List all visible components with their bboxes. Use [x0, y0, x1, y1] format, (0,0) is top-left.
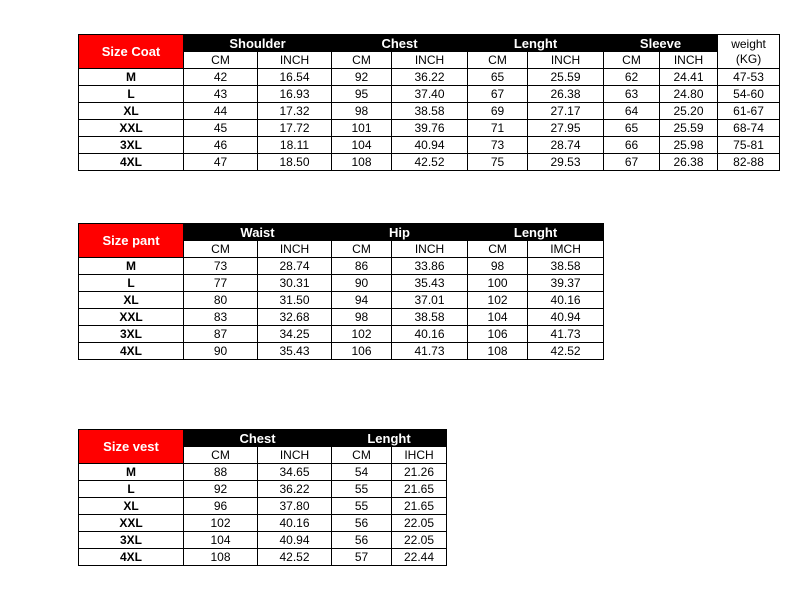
size-label: L	[79, 481, 184, 498]
unit-header: CM	[468, 52, 528, 69]
unit-header: INCH	[258, 447, 332, 464]
size-label: M	[79, 258, 184, 275]
table-cell: 33.86	[392, 258, 468, 275]
table-cell: 37.40	[392, 86, 468, 103]
table-cell: 22.05	[392, 532, 447, 549]
weight-cell: 47-53	[718, 69, 780, 86]
table-cell: 40.94	[528, 309, 604, 326]
table-cell: 67	[468, 86, 528, 103]
table-cell: 64	[604, 103, 660, 120]
size-label: M	[79, 464, 184, 481]
table-cell: 108	[184, 549, 258, 566]
table-cell: 98	[468, 258, 528, 275]
table-cell: 104	[468, 309, 528, 326]
size-label: L	[79, 86, 184, 103]
table-cell: 42	[184, 69, 258, 86]
table-row	[79, 275, 604, 292]
table-cell: 104	[332, 137, 392, 154]
size-label: XXL	[79, 120, 184, 137]
table-cell: 56	[332, 515, 392, 532]
vest-header-row	[79, 430, 447, 447]
size-label: 4XL	[79, 154, 184, 171]
size-label: 3XL	[79, 326, 184, 343]
table-row	[79, 258, 604, 275]
unit-header: CM	[604, 52, 660, 69]
table-cell: 86	[332, 258, 392, 275]
size-label: 3XL	[79, 532, 184, 549]
table-cell: 90	[332, 275, 392, 292]
table-cell: 40.94	[258, 532, 332, 549]
table-cell: 39.37	[528, 275, 604, 292]
table-cell: 55	[332, 498, 392, 515]
unit-header: INCH	[392, 241, 468, 258]
table-cell: 22.05	[392, 515, 447, 532]
unit-header: CM	[184, 241, 258, 258]
unit-header: INCH	[258, 241, 332, 258]
table-cell: 36.22	[258, 481, 332, 498]
table-cell: 38.58	[528, 258, 604, 275]
table-cell: 87	[184, 326, 258, 343]
coat-unit-row	[79, 52, 780, 69]
unit-header: INCH	[660, 52, 718, 69]
table-cell: 41.73	[528, 326, 604, 343]
table-cell: 34.25	[258, 326, 332, 343]
table-cell: 101	[332, 120, 392, 137]
table-cell: 47	[184, 154, 258, 171]
coat-header-row	[79, 35, 780, 52]
table-cell: 17.72	[258, 120, 332, 137]
table-cell: 73	[184, 258, 258, 275]
weight-cell: 61-67	[718, 103, 780, 120]
table-cell: 66	[604, 137, 660, 154]
weight-cell: 82-88	[718, 154, 780, 171]
vest-table-body	[79, 464, 447, 566]
table-cell: 27.17	[528, 103, 604, 120]
table-cell: 37.01	[392, 292, 468, 309]
table-cell: 98	[332, 103, 392, 120]
unit-header: INCH	[258, 52, 332, 69]
pant-size-table	[78, 223, 604, 360]
table-cell: 28.74	[528, 137, 604, 154]
table-cell: 43	[184, 86, 258, 103]
table-cell: 30.31	[258, 275, 332, 292]
size-label: L	[79, 275, 184, 292]
table-row	[79, 309, 604, 326]
unit-header: CM	[332, 241, 392, 258]
table-cell: 56	[332, 532, 392, 549]
table-row	[79, 498, 447, 515]
table-cell: 75	[468, 154, 528, 171]
unit-header: INCH	[528, 52, 604, 69]
table-cell: 55	[332, 481, 392, 498]
unit-header: CM	[184, 447, 258, 464]
coat-group-header: Sleeve	[604, 35, 718, 52]
table-cell: 94	[332, 292, 392, 309]
unit-header: IHCH	[392, 447, 447, 464]
size-label: XXL	[79, 515, 184, 532]
coat-group-header: Shoulder	[184, 35, 332, 52]
table-cell: 26.38	[528, 86, 604, 103]
table-cell: 22.44	[392, 549, 447, 566]
table-row	[79, 154, 780, 171]
pant-table-label: Size pant	[79, 224, 184, 258]
table-row	[79, 137, 780, 154]
table-row	[79, 69, 780, 86]
unit-header: INCH	[392, 52, 468, 69]
coat-group-header: Chest	[332, 35, 468, 52]
table-cell: 57	[332, 549, 392, 566]
table-cell: 35.43	[258, 343, 332, 360]
table-cell: 80	[184, 292, 258, 309]
table-row	[79, 464, 447, 481]
table-cell: 77	[184, 275, 258, 292]
table-cell: 21.26	[392, 464, 447, 481]
table-row	[79, 326, 604, 343]
table-row	[79, 532, 447, 549]
table-cell: 67	[604, 154, 660, 171]
table-cell: 90	[184, 343, 258, 360]
table-row	[79, 120, 780, 137]
size-label: XXL	[79, 309, 184, 326]
weight-label: weight	[731, 36, 766, 51]
table-cell: 40.94	[392, 137, 468, 154]
table-cell: 21.65	[392, 481, 447, 498]
size-label: XL	[79, 292, 184, 309]
pant-table-body	[79, 258, 604, 360]
size-label: XL	[79, 498, 184, 515]
pant-group-header: Waist	[184, 224, 332, 241]
vest-table-label: Size vest	[79, 430, 184, 464]
table-row	[79, 103, 780, 120]
table-cell: 42.52	[258, 549, 332, 566]
table-cell: 18.50	[258, 154, 332, 171]
pant-header-row	[79, 224, 604, 241]
weight-cell: 75-81	[718, 137, 780, 154]
table-row	[79, 515, 447, 532]
table-cell: 24.41	[660, 69, 718, 86]
coat-weight-header	[718, 35, 780, 69]
table-cell: 45	[184, 120, 258, 137]
table-cell: 71	[468, 120, 528, 137]
table-row	[79, 343, 604, 360]
table-row	[79, 292, 604, 309]
table-cell: 65	[604, 120, 660, 137]
table-cell: 92	[332, 69, 392, 86]
table-cell: 40.16	[258, 515, 332, 532]
table-cell: 44	[184, 103, 258, 120]
table-cell: 100	[468, 275, 528, 292]
table-cell: 102	[332, 326, 392, 343]
table-cell: 24.80	[660, 86, 718, 103]
table-cell: 18.11	[258, 137, 332, 154]
pant-group-header: Hip	[332, 224, 468, 241]
vest-group-header: Lenght	[332, 430, 447, 447]
size-label: M	[79, 69, 184, 86]
vest-size-table	[78, 429, 447, 566]
table-cell: 40.16	[528, 292, 604, 309]
coat-table-body	[79, 69, 780, 171]
table-cell: 104	[184, 532, 258, 549]
table-cell: 65	[468, 69, 528, 86]
table-cell: 38.58	[392, 103, 468, 120]
unit-header: CM	[184, 52, 258, 69]
table-cell: 36.22	[392, 69, 468, 86]
table-cell: 17.32	[258, 103, 332, 120]
size-label: 4XL	[79, 343, 184, 360]
table-cell: 42.52	[392, 154, 468, 171]
size-label: 4XL	[79, 549, 184, 566]
table-cell: 29.53	[528, 154, 604, 171]
table-cell: 27.95	[528, 120, 604, 137]
table-row	[79, 86, 780, 103]
table-cell: 37.80	[258, 498, 332, 515]
table-cell: 25.59	[528, 69, 604, 86]
table-cell: 83	[184, 309, 258, 326]
table-cell: 25.98	[660, 137, 718, 154]
table-cell: 73	[468, 137, 528, 154]
table-cell: 102	[468, 292, 528, 309]
table-cell: 35.43	[392, 275, 468, 292]
pant-group-header: Lenght	[468, 224, 604, 241]
table-cell: 102	[184, 515, 258, 532]
table-cell: 41.73	[392, 343, 468, 360]
weight-unit-label: (KG)	[735, 51, 762, 66]
table-cell: 108	[332, 154, 392, 171]
table-cell: 95	[332, 86, 392, 103]
table-cell: 63	[604, 86, 660, 103]
size-label: 3XL	[79, 137, 184, 154]
unit-header: IMCH	[528, 241, 604, 258]
table-cell: 31.50	[258, 292, 332, 309]
table-cell: 108	[468, 343, 528, 360]
coat-table-label: Size Coat	[79, 35, 184, 69]
weight-cell: 54-60	[718, 86, 780, 103]
table-cell: 16.54	[258, 69, 332, 86]
vest-group-header: Chest	[184, 430, 332, 447]
table-cell: 69	[468, 103, 528, 120]
table-cell: 21.65	[392, 498, 447, 515]
table-cell: 106	[468, 326, 528, 343]
coat-group-header: Lenght	[468, 35, 604, 52]
table-cell: 46	[184, 137, 258, 154]
table-cell: 106	[332, 343, 392, 360]
table-row	[79, 481, 447, 498]
table-cell: 96	[184, 498, 258, 515]
table-row	[79, 549, 447, 566]
table-cell: 34.65	[258, 464, 332, 481]
table-cell: 88	[184, 464, 258, 481]
table-cell: 28.74	[258, 258, 332, 275]
unit-header: CM	[468, 241, 528, 258]
table-cell: 92	[184, 481, 258, 498]
table-cell: 98	[332, 309, 392, 326]
table-cell: 32.68	[258, 309, 332, 326]
table-cell: 25.59	[660, 120, 718, 137]
table-cell: 54	[332, 464, 392, 481]
table-cell: 42.52	[528, 343, 604, 360]
table-cell: 62	[604, 69, 660, 86]
size-label: XL	[79, 103, 184, 120]
table-cell: 26.38	[660, 154, 718, 171]
table-cell: 39.76	[392, 120, 468, 137]
table-cell: 16.93	[258, 86, 332, 103]
table-cell: 25.20	[660, 103, 718, 120]
unit-header: CM	[332, 52, 392, 69]
table-cell: 38.58	[392, 309, 468, 326]
weight-cell: 68-74	[718, 120, 780, 137]
coat-size-table	[78, 34, 780, 171]
table-cell: 40.16	[392, 326, 468, 343]
unit-header: CM	[332, 447, 392, 464]
